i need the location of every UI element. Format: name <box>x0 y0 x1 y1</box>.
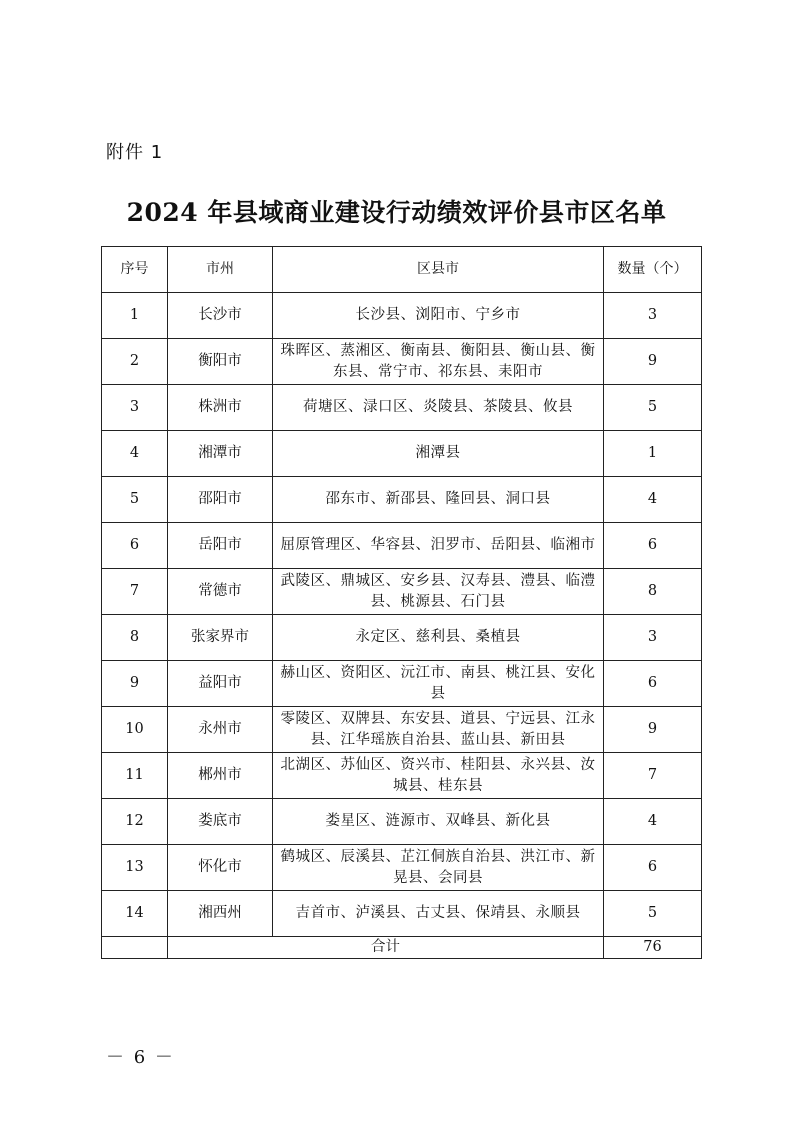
row-number-cell: 4 <box>102 431 168 477</box>
count-cell: 6 <box>604 661 702 707</box>
count-cell: 8 <box>604 569 702 615</box>
city-cell: 岳阳市 <box>168 523 273 569</box>
count-cell: 4 <box>604 477 702 523</box>
table-row <box>102 799 702 845</box>
header-serial-number: 序号 <box>102 247 168 293</box>
counties-cell: 吉首市、泸溪县、古丈县、保靖县、永顺县 <box>273 891 604 937</box>
city-cell: 常德市 <box>168 569 273 615</box>
total-count: 76 <box>604 937 702 959</box>
count-cell: 6 <box>604 845 702 891</box>
city-cell: 益阳市 <box>168 661 273 707</box>
table-row <box>102 661 702 707</box>
table-row <box>102 707 702 753</box>
counties-cell: 鹤城区、辰溪县、芷江侗族自治县、洪江市、新晃县、会同县 <box>273 845 604 891</box>
counties-cell: 长沙县、浏阳市、宁乡市 <box>273 293 604 339</box>
row-number-cell: 8 <box>102 615 168 661</box>
city-cell: 娄底市 <box>168 799 273 845</box>
row-number-cell: 11 <box>102 753 168 799</box>
row-number-cell: 2 <box>102 339 168 385</box>
row-number-cell: 7 <box>102 569 168 615</box>
city-cell: 衡阳市 <box>168 339 273 385</box>
city-cell: 张家界市 <box>168 615 273 661</box>
total-label: 合计 <box>168 937 604 959</box>
count-cell: 3 <box>604 293 702 339</box>
counties-cell: 武陵区、鼎城区、安乡县、汉寿县、澧县、临澧县、桃源县、石门县 <box>273 569 604 615</box>
counties-cell: 珠晖区、蒸湘区、衡南县、衡阳县、衡山县、衡东县、常宁市、祁东县、耒阳市 <box>273 339 604 385</box>
count-cell: 5 <box>604 385 702 431</box>
table-row <box>102 615 702 661</box>
table-row <box>102 339 702 385</box>
header-counties: 区县市 <box>273 247 604 293</box>
table-row <box>102 523 702 569</box>
city-cell: 怀化市 <box>168 845 273 891</box>
table-row <box>102 477 702 523</box>
table-row <box>102 891 702 937</box>
city-cell: 湘潭市 <box>168 431 273 477</box>
counties-cell: 娄星区、涟源市、双峰县、新化县 <box>273 799 604 845</box>
row-number-cell: 3 <box>102 385 168 431</box>
row-number-cell: 10 <box>102 707 168 753</box>
row-number-cell: 1 <box>102 293 168 339</box>
row-number-cell: 14 <box>102 891 168 937</box>
city-cell: 湘西州 <box>168 891 273 937</box>
row-number-cell: 12 <box>102 799 168 845</box>
counties-cell: 北湖区、苏仙区、资兴市、桂阳县、永兴县、汝城县、桂东县 <box>273 753 604 799</box>
counties-cell: 屈原管理区、华容县、汨罗市、岳阳县、临湘市 <box>273 523 604 569</box>
counties-cell: 荷塘区、渌口区、炎陵县、茶陵县、攸县 <box>273 385 604 431</box>
count-cell: 5 <box>604 891 702 937</box>
count-cell: 4 <box>604 799 702 845</box>
count-cell: 3 <box>604 615 702 661</box>
counties-cell: 永定区、慈利县、桑植县 <box>273 615 604 661</box>
counties-cell: 湘潭县 <box>273 431 604 477</box>
page-number: － 6 － <box>106 1047 175 1068</box>
counties-cell: 赫山区、资阳区、沅江市、南县、桃江县、安化县 <box>273 661 604 707</box>
attachment-label: 附件 1 <box>106 142 164 163</box>
table-row <box>102 431 702 477</box>
row-number-cell: 9 <box>102 661 168 707</box>
header-count: 数量（个） <box>604 247 702 293</box>
count-cell: 9 <box>604 339 702 385</box>
count-cell: 6 <box>604 523 702 569</box>
city-cell: 郴州市 <box>168 753 273 799</box>
city-cell: 邵阳市 <box>168 477 273 523</box>
header-city: 市州 <box>168 247 273 293</box>
row-number-cell: 13 <box>102 845 168 891</box>
table-row <box>102 569 702 615</box>
document-title: 2024 年县域商业建设行动绩效评价县市区名单 <box>126 198 667 227</box>
city-cell: 长沙市 <box>168 293 273 339</box>
table-row <box>102 293 702 339</box>
total-row <box>102 937 702 959</box>
row-number-cell: 6 <box>102 523 168 569</box>
city-cell: 株洲市 <box>168 385 273 431</box>
table-header-row <box>102 247 702 293</box>
city-cell: 永州市 <box>168 707 273 753</box>
table-row <box>102 845 702 891</box>
count-cell: 7 <box>604 753 702 799</box>
total-blank-cell <box>102 937 168 959</box>
row-number-cell: 5 <box>102 477 168 523</box>
counties-cell: 邵东市、新邵县、隆回县、洞口县 <box>273 477 604 523</box>
table-row <box>102 753 702 799</box>
table-row <box>102 385 702 431</box>
county-list-table <box>101 246 702 959</box>
count-cell: 9 <box>604 707 702 753</box>
count-cell: 1 <box>604 431 702 477</box>
counties-cell: 零陵区、双牌县、东安县、道县、宁远县、江永县、江华瑶族自治县、蓝山县、新田县 <box>273 707 604 753</box>
